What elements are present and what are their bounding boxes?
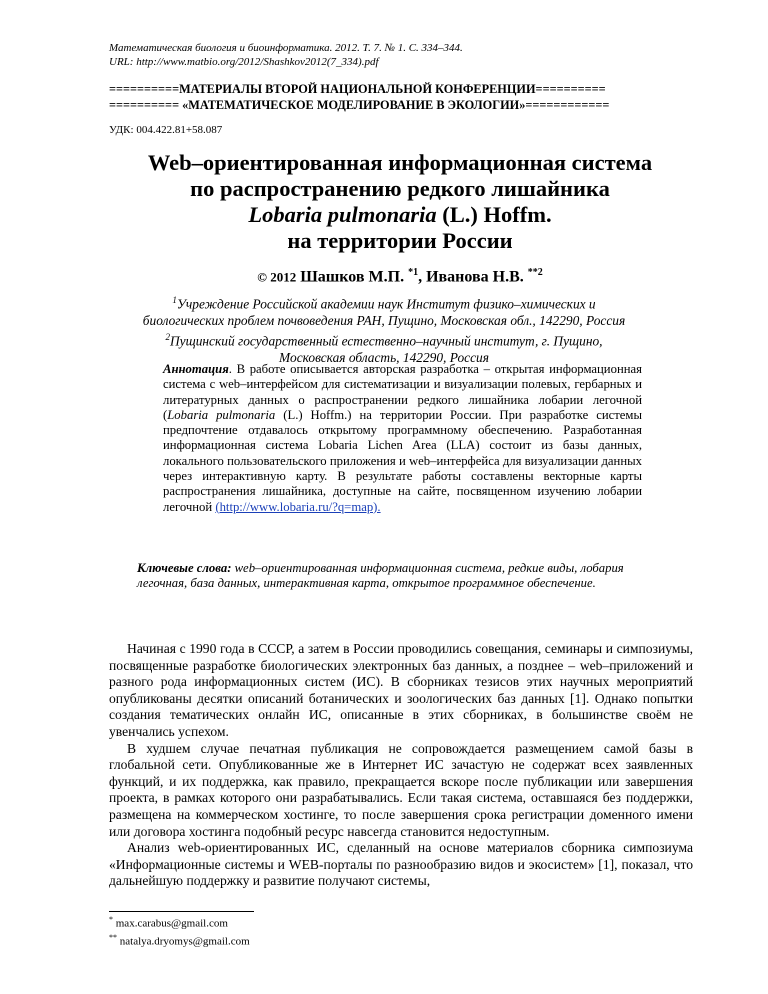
footnote-1-email: max.carabus@gmail.com — [113, 917, 228, 930]
author-2-mark: **2 — [527, 267, 543, 278]
keywords-label: Ключевые слова: — [137, 561, 232, 575]
affiliation-2-line-1 — [100, 329, 668, 350]
copyright-notice: © 2012 — [257, 269, 297, 285]
footnote-2-email: natalya.dryomys@gmail.com — [117, 935, 250, 948]
title-species-name: Lobaria pulmonaria — [248, 202, 437, 227]
affiliation-2-line-2: Московская область, 142290, Россия — [279, 350, 489, 366]
affiliation-1-line-1 — [100, 292, 668, 313]
author-2: Иванова Н.В. — [426, 268, 524, 286]
conference-line-2: ========== «МАТЕМАТИЧЕСКОЕ МОДЕЛИРОВАНИЕ В ЭКОЛОГИИ»============ — [109, 98, 610, 112]
footnote-1 — [109, 913, 250, 931]
abstract-species-name: Lobaria pulmonaria — [167, 407, 276, 422]
author-1: Шашков М.П. — [300, 268, 405, 286]
authors-line — [100, 267, 700, 286]
footnote-1-mark: * — [109, 915, 113, 924]
keywords-text: web–ориентированная информационная система, редкие виды, лобария легочная, база данных, интерактивная карта, открытое программное обеспечение. — [137, 561, 624, 591]
footnote-divider — [109, 911, 254, 912]
paragraph-2: В худшем случае печатная публикация не сопровождается размещением самой базы в глобальной сети. Опубликованные же в Интернет ИС зачастую не содержат всех заявленных функций, и их поддержка, как правило, прекращается вскоре после публикации или завершения проекта, в рамках которого они разрабатывались. Если такая система, оставшаяся без поддержки, размещена на коммерческом хостинге, то после завершения срока регистрации доменного имени или договора хостинга подобный ресурс навсегда становится недоступным. — [109, 740, 693, 839]
udc-code: УДК: 004.422.81+58.087 — [109, 124, 223, 136]
abstract-text-b: (L.) Hoffm.) на территории России. При разработке системы предпочтение отдавалось открытому программному обеспечению. Разработанная информационная система Lobaria Lichen Area (LLA) состоит из базы данных, локального пользовательского приложения и web–интерфейса для визуализации данных через интерактивную карту. В результате работы составлены векторные карты распространения лишайника, доступные на сайте, посвященном изучению лобарии легочной — [163, 407, 642, 514]
journal-citation: Математическая биология и биоинформатика. 2012. Т. 7. № 1. С. 334–344. — [109, 42, 463, 54]
footnotes — [109, 913, 250, 948]
affiliation-2-mark: 2 — [165, 332, 170, 343]
journal-url: URL: http://www.matbio.org/2012/Shashkov2012(7_334).pdf — [109, 56, 379, 68]
abstract-label: Аннотация — [163, 362, 229, 376]
body-text — [109, 641, 693, 890]
author-1-mark: *1 — [408, 267, 419, 278]
affiliation-1-mark: 1 — [172, 295, 177, 305]
paragraph-1: Начиная с 1990 года в СССР, а затем в России проводились совещания, семинары и симпозиумы, посвященные разработке биологических электронных баз данных, а позднее – web–приложений и разного рода информационных систем (ИС). В сборниках тезисов этих научных мероприятий опубликованы десятки описаний ботанических и зоологических баз данных [1]. Однако попытки создания тематических онлайн ИС, описанные в этих сборниках, в большинстве своём не увенчались успехом. — [109, 641, 693, 739]
footnote-2-mark: ** — [109, 932, 117, 942]
title-line-4: на территории России — [287, 228, 513, 253]
title-line-2: по распространению редкого лишайника — [190, 176, 610, 201]
abstract-text-a: . В работе описывается авторская разработка – открытая информационная система с web–интерфейсом для систематизации и визуализации полевых, гербарных и литературных данных о распространении редкого лишайника лобарии легочной ( — [163, 362, 642, 422]
affiliation-1-line-2: биологических проблем почвоведения РАН, Пущино, Московская обл., 142290, Россия — [142, 312, 626, 328]
journal-header — [109, 41, 463, 69]
affiliations — [100, 292, 668, 367]
footnote-2 — [109, 931, 250, 949]
affiliation-2-text-a: Пущинский государственный естественно–научный институт, г. Пущино, — [169, 333, 603, 349]
affiliation-1-text-a: Учреждение Российской академии наук Институт физико–химических и — [176, 296, 596, 312]
title-line-1: Web–ориентированная информационная система — [147, 150, 653, 175]
abstract-map-link[interactable]: (http://www.lobaria.ru/?q=map). — [215, 499, 381, 514]
keywords — [137, 561, 643, 592]
conference-banner — [109, 81, 694, 113]
paper-title — [100, 150, 700, 254]
title-species-author: (L.) Hoffm. — [436, 202, 552, 227]
author-separator: , — [418, 268, 427, 286]
abstract — [163, 362, 642, 515]
paragraph-3: Анализ web-ориентированных ИС, сделанный на основе материалов сборника симпозиума «Информационные системы и WEB-порталы по разнообразию видов и экосистем» [1], показал, что дальнейшую поддержку и развитие получают системы, — [109, 840, 693, 889]
conference-line-1: ==========МАТЕРИАЛЫ ВТОРОЙ НАЦИОНАЛЬНОЙ КОНФЕРЕНЦИИ========== — [109, 82, 606, 96]
title-line-3 — [100, 202, 700, 228]
